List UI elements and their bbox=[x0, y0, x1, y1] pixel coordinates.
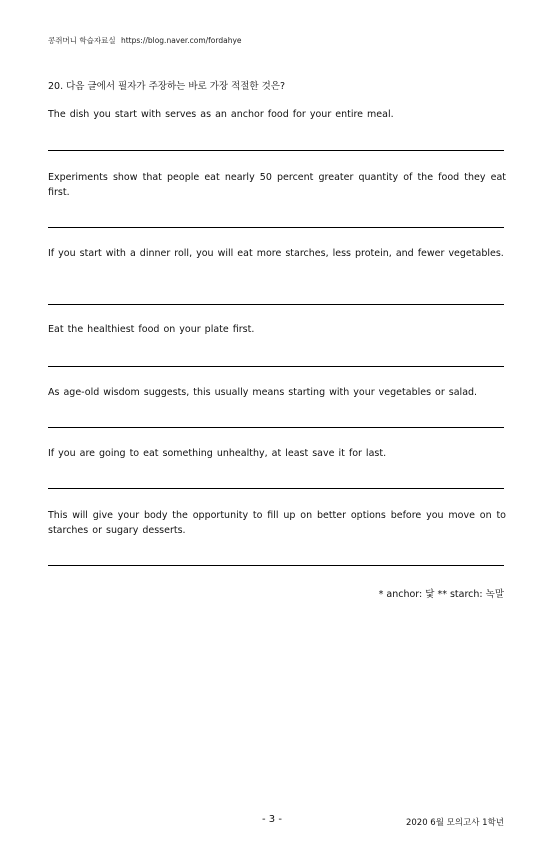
header-url: https://blog.naver.com/fordahye bbox=[120, 36, 242, 45]
exam-label: 2020 6월 모의고사 1학년 bbox=[405, 818, 504, 828]
answer-line-2 bbox=[48, 227, 504, 228]
sentence-5: As age-old wisdom suggests, this usually means starting with your vegetables or salad. bbox=[48, 387, 478, 398]
answer-line-3 bbox=[48, 304, 504, 305]
sentence-2: Experiments show that people eat nearly 50 percent greater quantity of the food they eat first. bbox=[48, 172, 506, 198]
question-title: 20. 다음 글에서 필자가 주장하는 바로 가장 적절한 것은? bbox=[48, 81, 286, 92]
answer-line-7 bbox=[48, 565, 504, 566]
answer-line-4 bbox=[48, 366, 504, 367]
sentence-1: The dish you start with serves as an anchor food for your entire meal. bbox=[48, 109, 394, 120]
sentence-7: This will give your body the opportunity to fill up on better options before you move on to starches or sugary desserts. bbox=[48, 510, 506, 536]
sentence-6: If you are going to eat something unhealthy, at least save it for last. bbox=[48, 448, 387, 459]
answer-line-5 bbox=[48, 427, 504, 428]
answer-line-1 bbox=[48, 150, 504, 151]
sentence-4: Eat the healthiest food on your plate first. bbox=[48, 324, 255, 335]
sentence-3: If you start with a dinner roll, you will eat more starches, less protein, and fewer vegetables. bbox=[48, 248, 504, 259]
footnote: * anchor: 닻 ** starch: 녹말 bbox=[378, 589, 504, 600]
page-number: - 3 - bbox=[262, 814, 282, 825]
header-site-name: 콩쥐머니 학습자료실 bbox=[48, 36, 116, 45]
header bbox=[48, 35, 242, 46]
answer-line-6 bbox=[48, 488, 504, 489]
